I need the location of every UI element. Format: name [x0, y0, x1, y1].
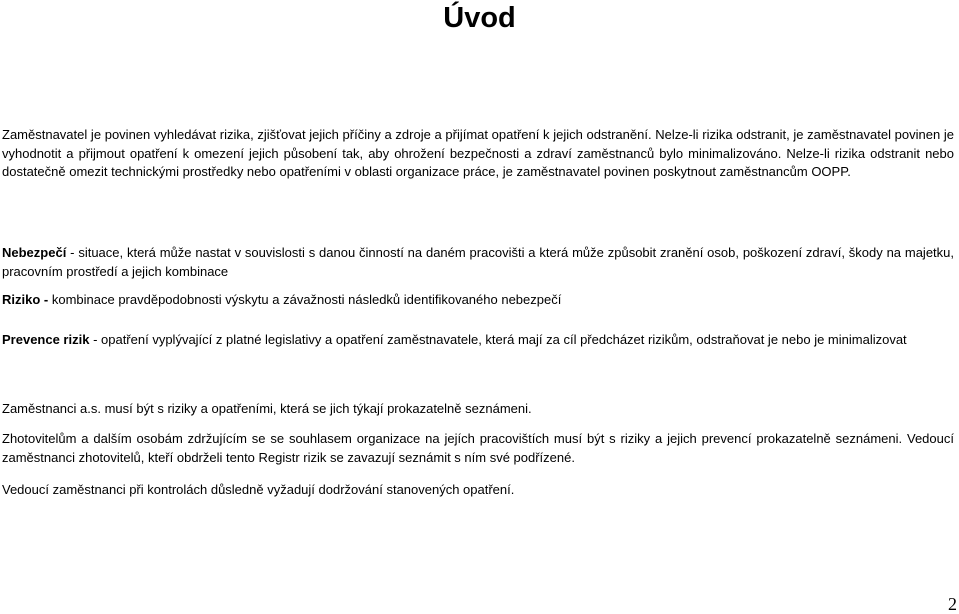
definition-riziko — [2, 291, 954, 310]
definition-text: - opatření vyplývající z platné legislativy a opatření zaměstnavatele, která mají za cíl předcházet rizikům, odstraňovat je nebo je minimalizovat — [89, 332, 907, 347]
definition-prevence-rizik — [2, 331, 954, 350]
definition-text: kombinace pravděpodobnosti výskytu a závažnosti následků identifikovaného nebezpečí — [48, 292, 562, 307]
page-number: 2 — [948, 594, 957, 614]
employees-note-paragraph: Zaměstnanci a.s. musí být s riziky a opatřeními, která se jich týkají prokazatelně seznámeni. — [2, 401, 532, 416]
definition-nebezpeci — [2, 244, 954, 281]
definition-term: Prevence rizik — [2, 332, 90, 347]
contractors-note-paragraph: Zhotovitelům a dalším osobám zdržujícím se se souhlasem organizace na jejích pracovištích musí být s riziky a jejich prevencí prokazatelně seznámeni. Vedoucí zaměstnanci zhotovitelů, kteří obdrželi tento Registr rizik se zavazují seznámit s ním své podřízené. — [2, 431, 954, 465]
definition-term: Riziko - — [2, 292, 49, 307]
page-title: Úvod — [443, 2, 516, 34]
definition-text: - situace, která může nastat v souvislosti s danou činností na daném pracovišti a která může způsobit zranění osob, poškození zdraví, škody na majetku, pracovním prostředí a jejich kombinace — [2, 245, 954, 279]
definition-term: Nebezpečí — [2, 245, 67, 260]
intro-paragraph: Zaměstnavatel je povinen vyhledávat rizika, zjišťovat jejich příčiny a zdroje a přijímat opatření k jejich odstranění. Nelze-li rizika odstranit, je zaměstnavatel povinen je vyhodnotit a přijmout opatření k omezení jejich působení tak, aby ohrožení bezpečnosti a zdraví zaměstnanců bylo minimalizováno. Nelze-li rizika odstranit nebo dostatečně omezit technickými prostředky nebo opatřeními v oblasti organizace práce, je zaměstnavatel povinen poskytnout zaměstnancům OOPP. — [2, 127, 954, 179]
managers-note-paragraph: Vedoucí zaměstnanci při kontrolách důsledně vyžadují dodržování stanovených opatření. — [2, 482, 515, 497]
